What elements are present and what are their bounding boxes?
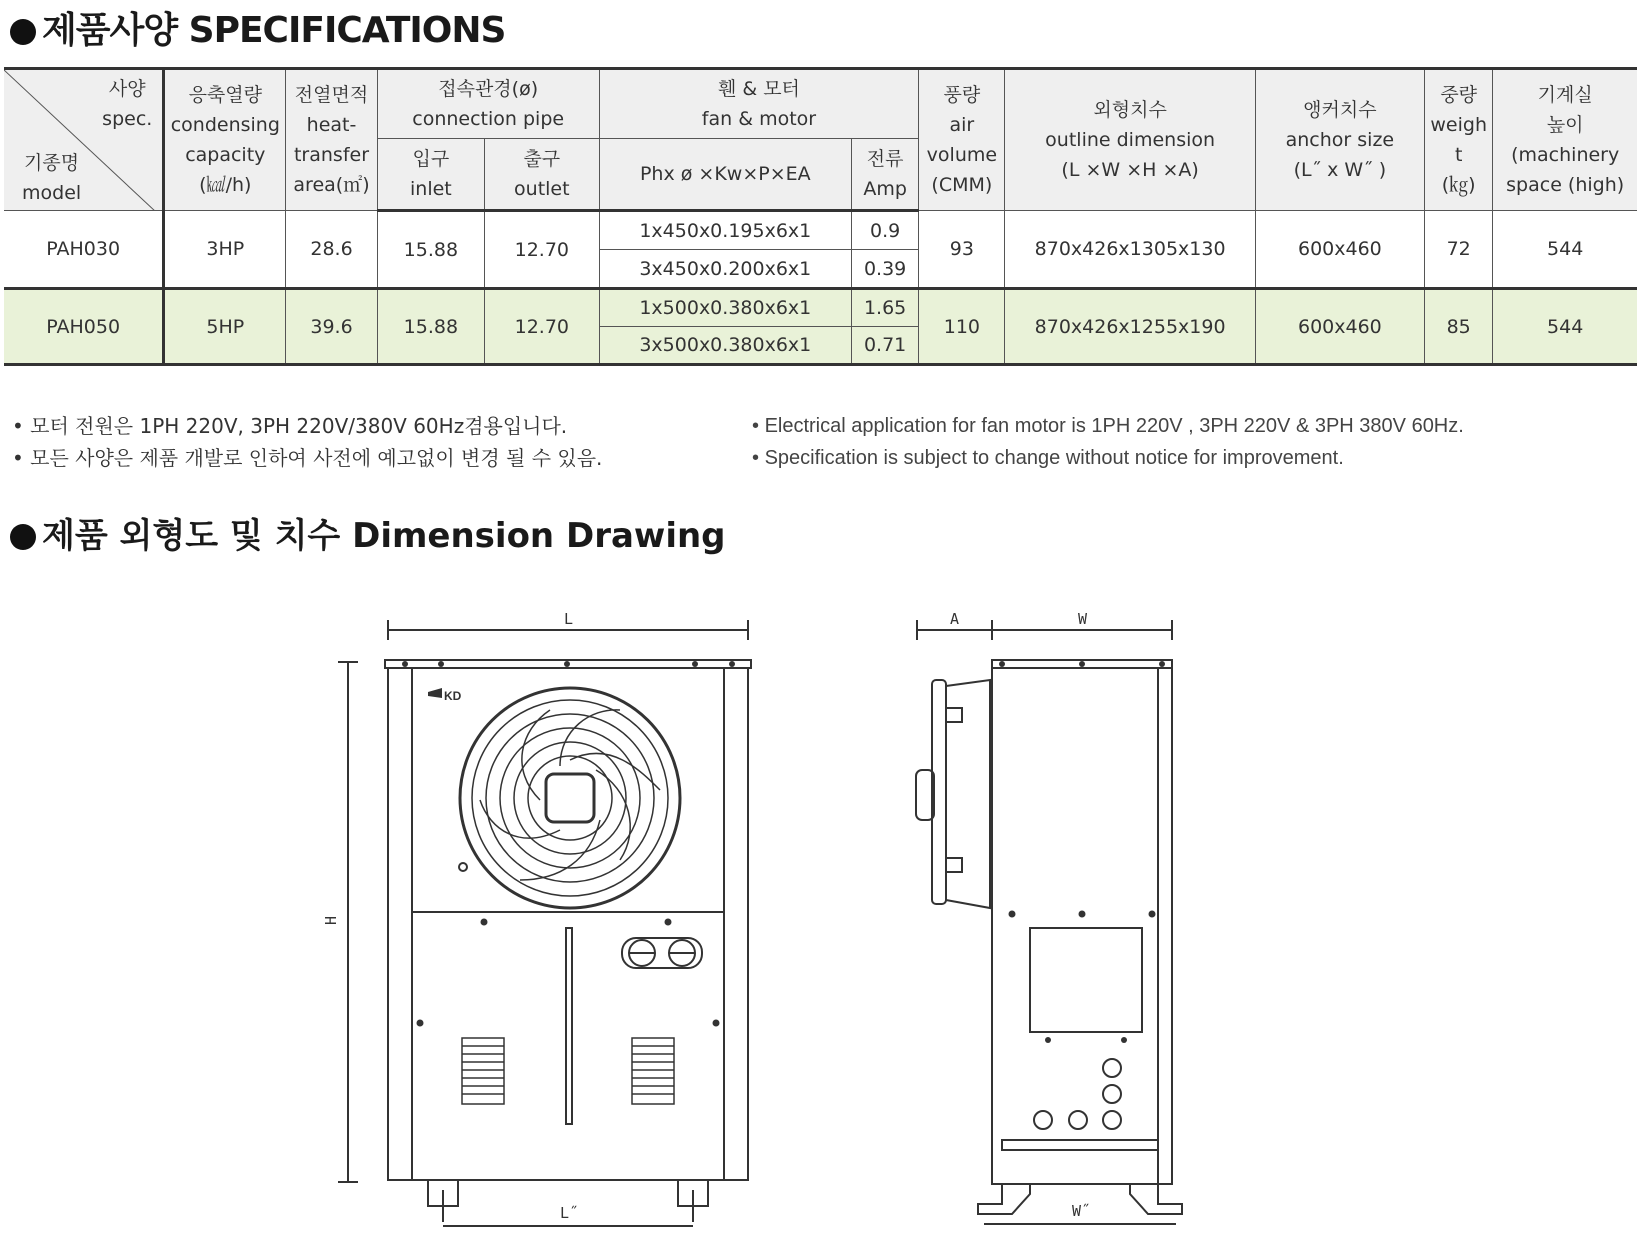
access-panel: [1030, 928, 1142, 1032]
cell-air: 93: [919, 211, 1005, 289]
cell-model: PAH030: [4, 211, 164, 289]
cell-machinery: 544: [1493, 211, 1637, 289]
cell-amp: 0.39: [851, 250, 918, 289]
cell-capacity: 3HP: [164, 211, 286, 289]
header-fan: 휀 & 모터 fan & motor: [599, 69, 919, 139]
spec-section-title: 제품사양 SPECIFICATIONS: [10, 2, 505, 53]
cell-weight: 85: [1425, 289, 1493, 365]
header-outlet: 출구 outlet: [485, 139, 600, 211]
dimension-section-title: 제품 외형도 및 치수 Dimension Drawing: [10, 508, 726, 557]
cell-capacity: 5HP: [164, 289, 286, 365]
cell-fan: 3x500x0.380x6x1: [599, 327, 851, 365]
header-outline: 외형치수 outline dimension (L ×W ×H ×A): [1005, 69, 1255, 211]
bullet-dot-icon: [10, 524, 36, 550]
note-item: • 모터 전원은 1PH 220V, 3PH 220V/380V 60Hz겸용입니다.: [12, 410, 602, 442]
header-air: 풍량 air volume (CMM): [919, 69, 1005, 211]
table-row: [4, 211, 1637, 250]
note-item: • 모든 사양은 제품 개발로 인하여 사전에 예고없이 변경 될 수 있음.: [12, 442, 602, 474]
cell-amp: 0.9: [851, 211, 918, 250]
note-item: • Specification is subject to change without notice for improvement.: [752, 442, 1464, 474]
header-area: 전열면적 heat- transfer area(㎡): [286, 69, 377, 211]
cell-area: 28.6: [286, 211, 377, 289]
notes-korean: [12, 410, 602, 474]
note-item: • Electrical application for fan motor is 1PH 220V , 3PH 220V & 3PH 380V 60Hz.: [752, 410, 1464, 442]
unit-body-side: [992, 668, 1172, 1184]
table-corner-header: 사양 spec. 기종명 model: [4, 69, 164, 211]
cell-air: 110: [919, 289, 1005, 365]
cell-area: 39.6: [286, 289, 377, 365]
header-amp: 전류 Amp: [851, 139, 918, 211]
unit-body-front: [388, 668, 748, 1180]
cell-model: PAH050: [4, 289, 164, 365]
label-a: A: [950, 610, 960, 628]
cell-weight: 72: [1425, 211, 1493, 289]
header-inlet: 입구 inlet: [377, 139, 484, 211]
header-capacity: 응축열량 condensing capacity (㎉/h): [164, 69, 286, 211]
cell-fan: 3x450x0.200x6x1: [599, 250, 851, 289]
cell-amp: 0.71: [851, 327, 918, 365]
label-w2: W˝: [1072, 1202, 1091, 1220]
cell-amp: 1.65: [851, 289, 918, 327]
svg-text:KD: KD: [444, 689, 462, 703]
cell-inlet: 15.88: [377, 289, 484, 365]
notes-english: [752, 410, 1464, 474]
cell-outlet: 12.70: [485, 289, 600, 365]
side-view: [916, 610, 1182, 1224]
header-anchor: 앵커치수 anchor size (L˝ x W˝ ): [1255, 69, 1424, 211]
cell-anchor: 600x460: [1255, 211, 1424, 289]
label-w: W: [1078, 610, 1088, 628]
label-h: H: [322, 915, 340, 925]
label-l2: L˝: [560, 1204, 579, 1222]
cell-outlet: 12.70: [485, 211, 600, 289]
cell-inlet: 15.88: [377, 211, 484, 289]
cell-fan: 1x500x0.380x6x1: [599, 289, 851, 327]
fan-grille-icon: [460, 688, 680, 908]
front-view: [322, 610, 751, 1226]
vent-louver-left: [462, 1038, 504, 1104]
dimension-drawing: [0, 590, 1639, 1238]
cell-machinery: 544: [1493, 289, 1637, 365]
cell-outline: 870x426x1305x130: [1005, 211, 1255, 289]
cell-outline: 870x426x1255x190: [1005, 289, 1255, 365]
header-machinery: 기계실 높이 (machinery space (high): [1493, 69, 1637, 211]
header-pipe: 접속관경(ø) connection pipe: [377, 69, 599, 139]
header-fan-spec: Phx ø ×Kw×P×EA: [599, 139, 851, 211]
kd-logo-icon: [428, 688, 462, 703]
bullet-dot-icon: [10, 19, 36, 45]
header-weight: 중량 weigh t (㎏): [1425, 69, 1493, 211]
label-l: L: [564, 610, 574, 628]
cell-anchor: 600x460: [1255, 289, 1424, 365]
cell-fan: 1x450x0.195x6x1: [599, 211, 851, 250]
specifications-table: [4, 67, 1637, 366]
table-row: [4, 289, 1637, 327]
vent-louver-right: [632, 1038, 674, 1104]
